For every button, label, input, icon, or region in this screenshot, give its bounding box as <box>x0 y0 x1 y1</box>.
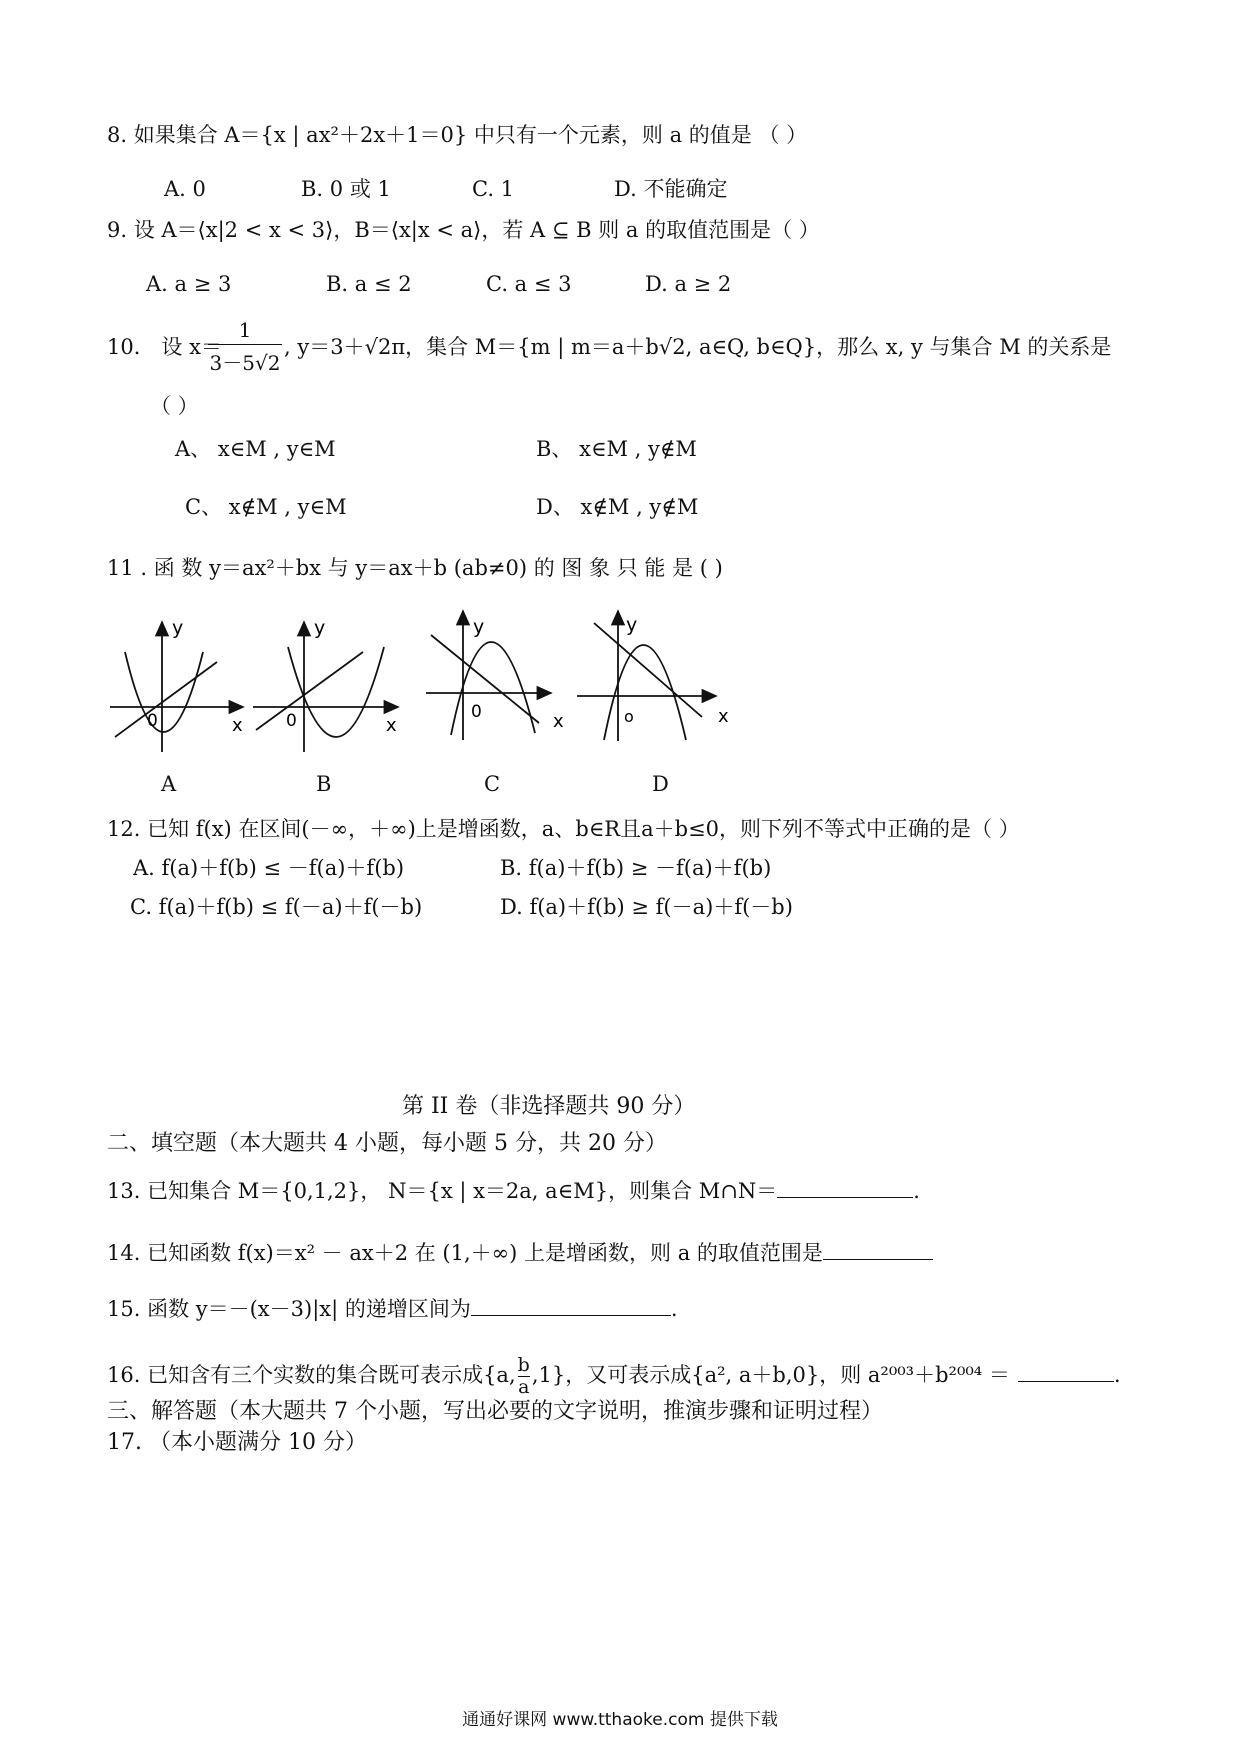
q11-stem: 11 . 函 数 y＝ax²＋bx 与 y＝ax＋b (ab≠0) 的 图 象 只 能 是 ( ) <box>107 556 723 580</box>
q14-text: 14. 已知函数 f(x)＝x² － ax＋2 在 (1,＋∞) 上是增函数，则 a 的取值范围是 <box>107 1241 823 1265</box>
q10-fraction-bar <box>208 344 282 345</box>
graph-d-x-label: x <box>718 706 729 727</box>
graph-d-line <box>594 623 702 717</box>
q13-period: . <box>913 1179 920 1203</box>
graph-b-y-label: y <box>314 617 326 639</box>
q9-option-a: A. a ≥ 3 <box>146 272 232 296</box>
q8-option-a: A. 0 <box>164 177 206 201</box>
graph-d-caption: D <box>652 772 669 796</box>
q16-text-post: ,1}，又可表示成{a², a＋b,0}，则 a²⁰⁰³＋b²⁰⁰⁴ ＝ <box>531 1362 1010 1387</box>
q8-option-b: B. 0 或 1 <box>301 177 391 201</box>
q16-fraction-denominator: a <box>518 1375 530 1398</box>
footer-text: 通通好课网 www.tthaoke.com 提供下载 <box>462 1710 778 1730</box>
q9-option-c: C. a ≤ 3 <box>486 272 572 296</box>
q8-option-d: D. 不能确定 <box>614 177 728 201</box>
q9-stem: 9. 设 A＝⟨x|2 < x < 3⟩，B＝⟨x|x < a⟩，若 A ⊆ B 则 a 的取值范围是（ ） <box>107 218 820 242</box>
q16-text-pre: 16. 已知含有三个实数的集合既可表示成{a, <box>107 1362 516 1387</box>
q10-fraction <box>208 318 282 376</box>
q10-option-b: B、 x∈M , y∉M <box>536 437 697 461</box>
part2-title: 第 II 卷（非选择题共 90 分） <box>402 1094 696 1119</box>
graph-c-caption: C <box>484 772 501 796</box>
graph-a-y-label: y <box>172 617 184 639</box>
section2-heading: 二、填空题（本大题共 4 小题，每小题 5 分，共 20 分） <box>107 1131 667 1156</box>
q16-stem <box>107 1355 1121 1398</box>
q15-text: 15. 函数 y＝－(x－3)|x| 的递增区间为 <box>107 1297 471 1321</box>
q10-option-d: D、 x∉M , y∉M <box>536 495 699 519</box>
q10-fraction-numerator: 1 <box>238 318 252 342</box>
q16-period: . <box>1113 1362 1121 1387</box>
q13-answer-blank <box>777 1196 913 1198</box>
graph-a-x-label: x <box>232 715 243 736</box>
graph-a-caption: A <box>161 772 177 796</box>
q10-rest: , y＝3＋√2π，集合 M＝{m | m＝a＋b√2, a∈Q, b∈Q}，那么 x, y 与集合 M 的关系是 <box>284 335 1112 359</box>
q13-stem <box>107 1178 920 1204</box>
q12-option-b: B. f(a)＋f(b) ≥ －f(a)＋f(b) <box>500 856 772 880</box>
q16-fraction <box>518 1355 530 1398</box>
q9-option-b: B. a ≤ 2 <box>326 272 412 296</box>
graph-b-line <box>256 652 363 730</box>
graph-c-x-label: x <box>553 711 564 732</box>
q10-prefix: 10． 设 x＝ <box>107 335 222 359</box>
q13-text: 13. 已知集合 M＝{0,1,2}， N＝{x | x＝2a, a∈M}，则集合 M∩N＝ <box>107 1179 778 1203</box>
q16-fraction-numerator: b <box>517 1354 530 1376</box>
graph-c-y-label: y <box>473 616 485 638</box>
q12-option-d: D. f(a)＋f(b) ≥ f(－a)＋f(－b) <box>500 895 793 919</box>
graph-c-line <box>431 635 539 723</box>
graph-d <box>574 605 734 755</box>
graph-a-origin: 0 <box>147 711 158 731</box>
graph-d-y-label: y <box>626 614 638 636</box>
q15-answer-blank <box>471 1314 671 1316</box>
q12-option-c: C. f(a)＋f(b) ≤ f(－a)＋f(－b) <box>130 895 423 919</box>
graph-d-origin: o <box>624 707 634 726</box>
q12-option-a: A. f(a)＋f(b) ≤ －f(a)＋f(b) <box>133 856 405 880</box>
graph-c <box>423 605 573 755</box>
q8-stem: 8. 如果集合 A＝{x | ax²＋2x＋1＝0} 中只有一个元素，则 a 的值是 （ ） <box>107 123 808 147</box>
graph-b <box>248 612 413 762</box>
q10-option-c: C、 x∉M , y∈M <box>185 495 347 519</box>
q14-stem <box>107 1240 933 1266</box>
graph-b-origin: 0 <box>286 711 297 731</box>
q15-period: . <box>670 1297 678 1321</box>
q17-heading: 17. （本小题满分 10 分） <box>107 1430 367 1455</box>
q14-answer-blank <box>823 1258 933 1260</box>
q12-stem: 12. 已知 f(x) 在区间(－∞，＋∞)上是增函数，a、b∈R且a＋b≤0，则下列不等式中正确的是（ ） <box>107 817 1020 841</box>
graph-b-caption: B <box>316 772 332 796</box>
q15-stem <box>107 1296 678 1322</box>
graph-a <box>105 612 255 762</box>
q16-answer-blank <box>1018 1380 1114 1382</box>
q10-option-a: A、 x∈M , y∈M <box>175 437 336 461</box>
graph-b-parabola <box>288 647 384 737</box>
graph-b-x-label: x <box>386 715 397 736</box>
section3-heading: 三、解答题（本大题共 7 个小题，写出必要的文字说明，推演步骤和证明过程） <box>107 1399 883 1424</box>
q8-option-c: C. 1 <box>472 177 515 201</box>
q9-option-d: D. a ≥ 2 <box>645 272 732 296</box>
q10-fraction-denominator: 3－5√2 <box>209 351 281 375</box>
graph-c-origin: 0 <box>471 702 482 722</box>
q10-paren: （ ） <box>150 394 199 418</box>
